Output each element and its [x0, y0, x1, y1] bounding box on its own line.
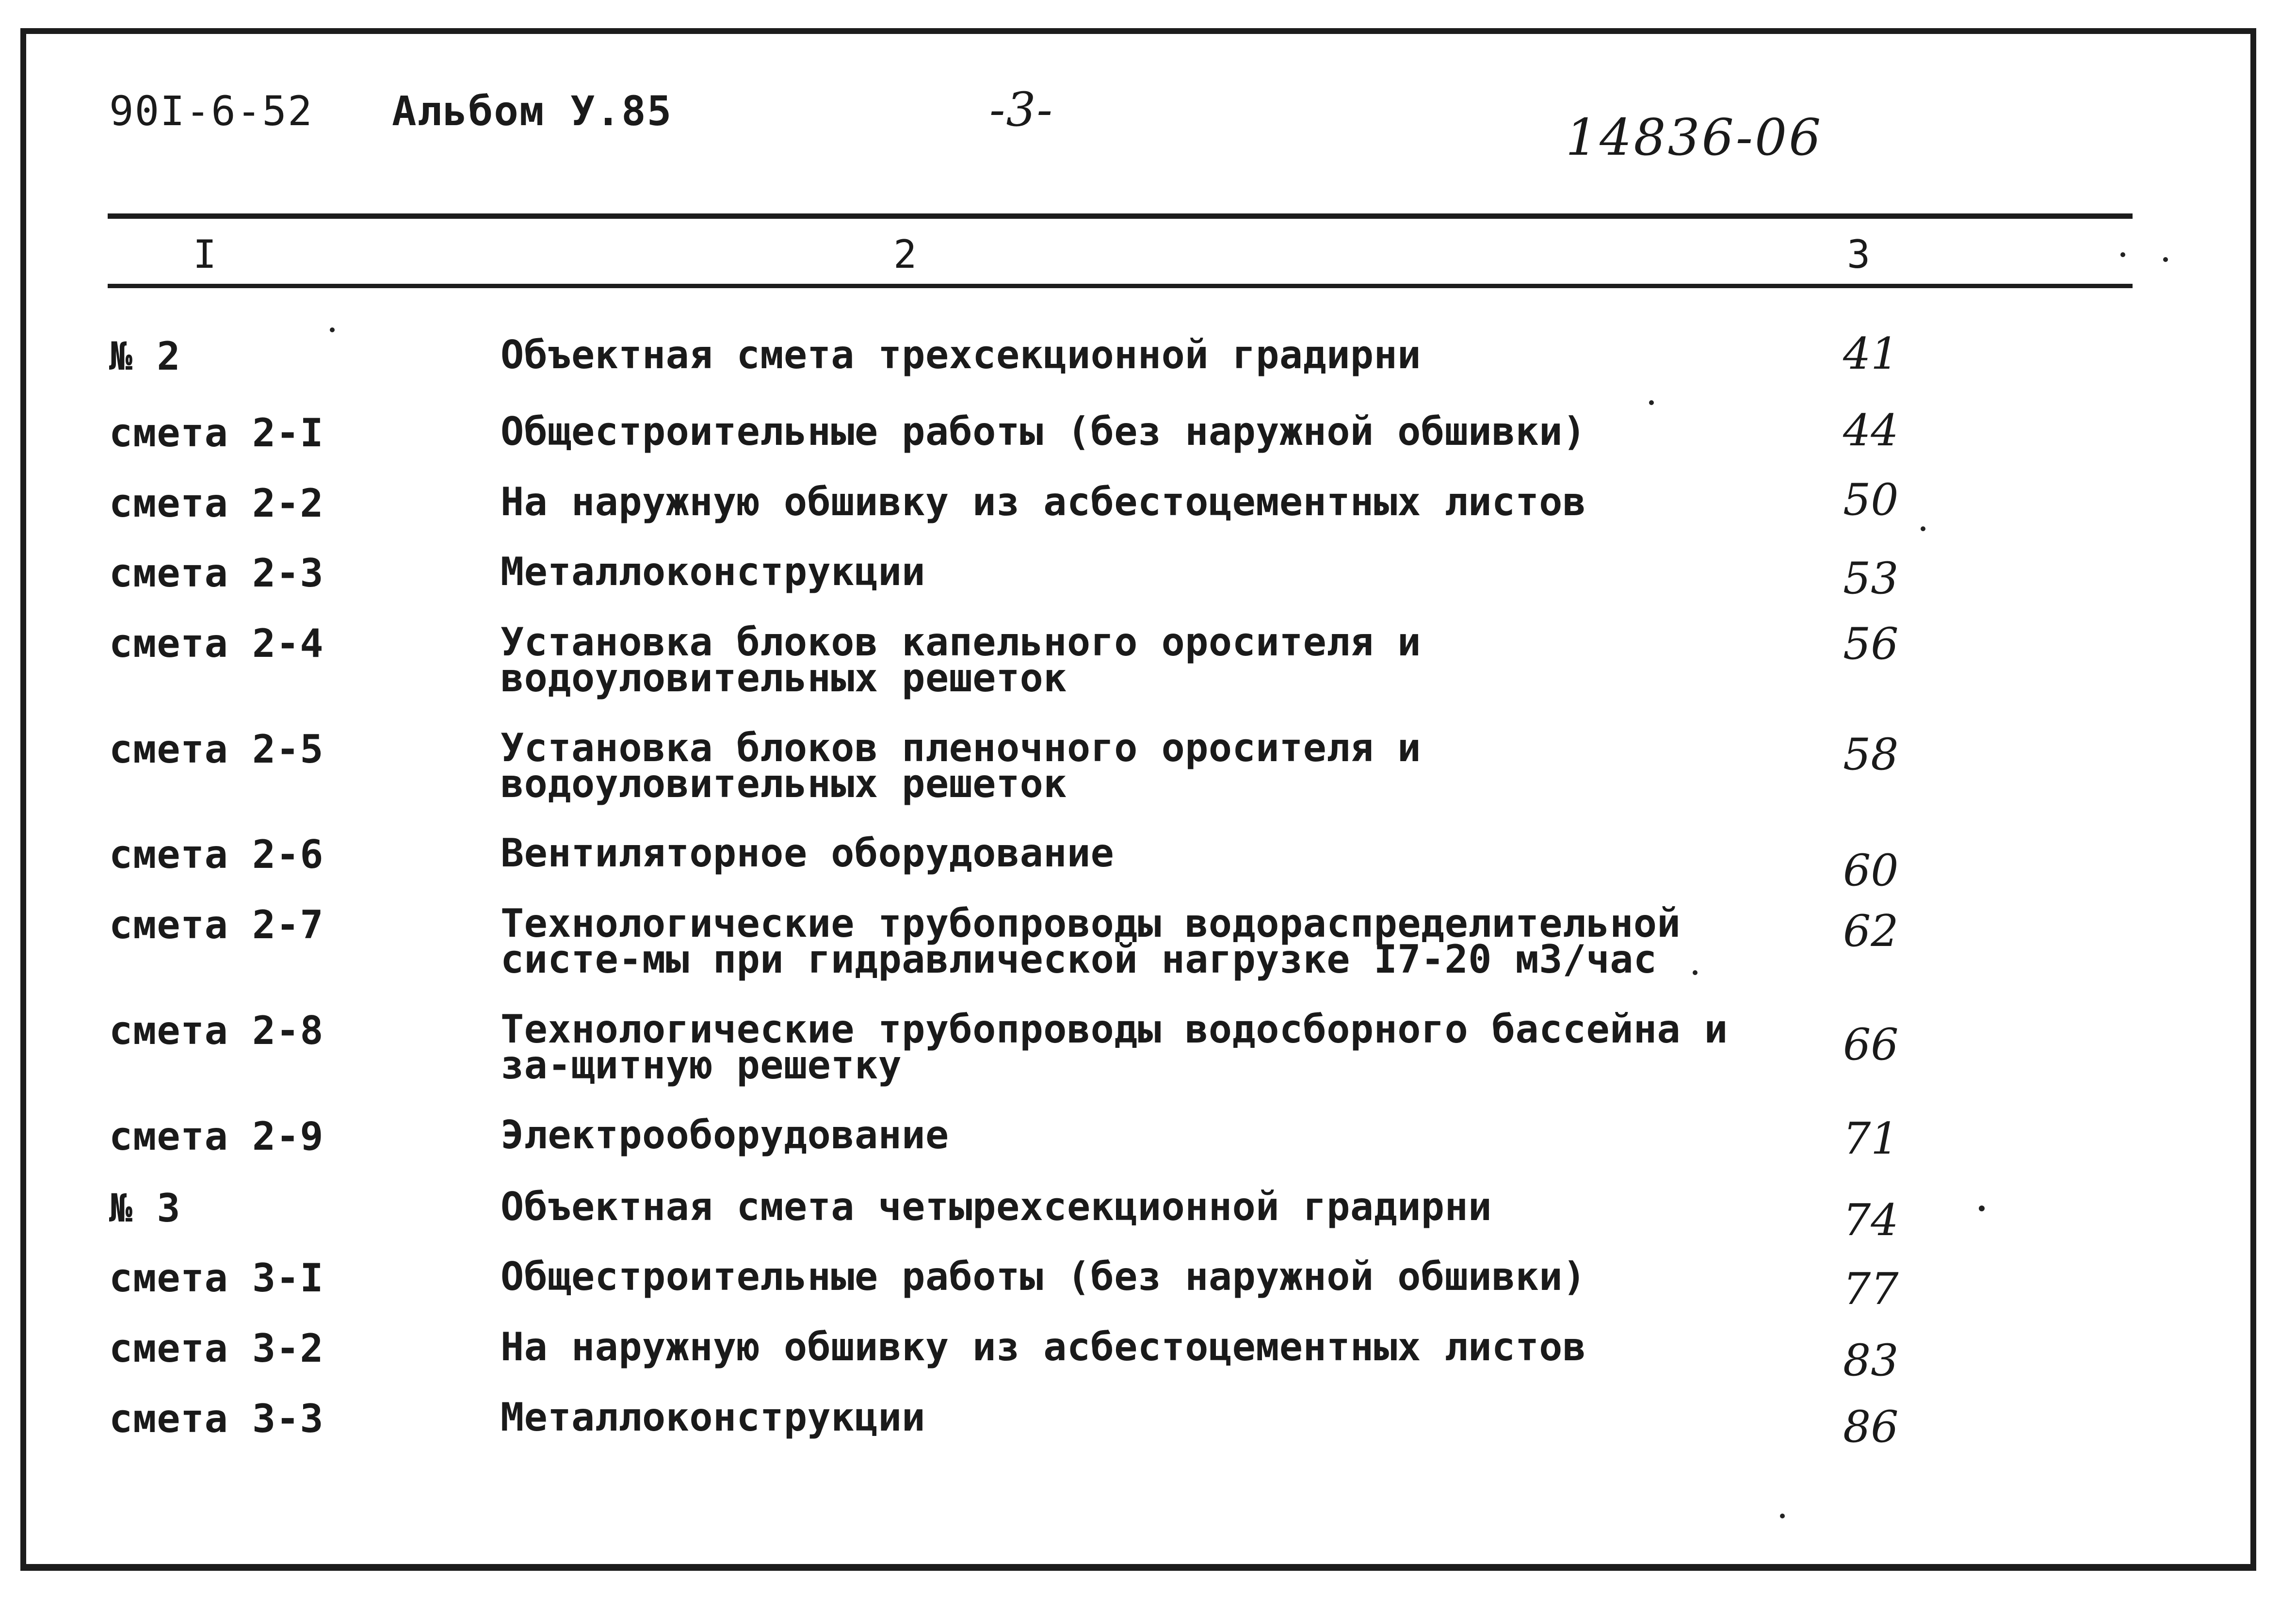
row-title: Объектная смета четырехсекционной градирни [501, 1184, 1492, 1229]
scan-speck [330, 327, 335, 332]
row-title: Технологические трубопроводы водораспределительной систе-мы при гидравлической нагрузке I7-20 м3/час [501, 901, 1681, 982]
row-title: Вентиляторное оборудование [501, 831, 1115, 876]
row-title: Общестроительные работы (без наружной обшивки) [501, 1254, 1586, 1299]
row-page: 77 [1843, 1264, 1899, 1315]
row-title: На наружную обшивку из асбестоцементных листов [501, 1324, 1586, 1369]
column-header-1: I [193, 232, 217, 277]
row-code: смета 2-8 [109, 1008, 324, 1053]
row-page: 83 [1843, 1335, 1899, 1386]
scan-speck [1649, 400, 1654, 405]
row-code: смета 2-9 [109, 1114, 324, 1159]
row-title: Электрооборудование [501, 1112, 949, 1157]
row-title: Металлоконструкции [501, 1395, 925, 1440]
scan-speck [1979, 1206, 1985, 1211]
row-code: смета 2-2 [109, 481, 324, 526]
row-code: смета 2-5 [109, 727, 324, 772]
row-page: 86 [1843, 1401, 1899, 1452]
row-page: 58 [1843, 729, 1899, 780]
row-page: 62 [1843, 906, 1899, 957]
document-code: 90I-6-52 [109, 87, 313, 135]
row-page: 74 [1843, 1195, 1899, 1246]
row-code: смета 3-3 [109, 1396, 324, 1441]
scan-speck [1780, 1514, 1785, 1518]
scan-speck [1921, 526, 1925, 531]
row-page: 44 [1843, 405, 1899, 456]
row-title: На наружную обшивку из асбестоцементных листов [501, 479, 1586, 524]
inventory-number: 14836-06 [1566, 108, 1823, 167]
page-number: -3- [989, 82, 1053, 137]
row-code: смета 2-7 [109, 902, 324, 947]
row-page: 71 [1843, 1113, 1899, 1164]
scan-speck [2120, 252, 2125, 257]
row-code: смета 2-3 [109, 551, 324, 596]
row-code: смета 2-6 [109, 832, 324, 877]
row-code: смета 3-2 [109, 1326, 324, 1371]
row-title: Установка блоков пленочного оросителя и водоуловительных решеток [501, 725, 1421, 806]
row-title: Объектная смета трехсекционной градирни [501, 332, 1421, 377]
row-code: № 2 [109, 334, 181, 379]
row-title: Металлоконструкции [501, 549, 925, 594]
row-title: Установка блоков капельного оросителя и водоуловительных решеток [501, 619, 1421, 701]
row-code: смета 2-4 [109, 621, 324, 666]
row-page: 50 [1843, 474, 1899, 525]
scan-speck [2163, 257, 2168, 262]
row-title: Общестроительные работы (без наружной обшивки) [501, 409, 1586, 454]
column-header-2: 2 [893, 232, 917, 277]
column-header-3: 3 [1847, 232, 1871, 277]
row-code: № 3 [109, 1186, 181, 1231]
row-page: 41 [1843, 328, 1899, 379]
row-title: Технологические трубопроводы водосборного бассейна и за-щитную решетку [501, 1007, 1728, 1088]
row-page: 60 [1843, 845, 1899, 896]
row-page: 56 [1843, 619, 1899, 669]
row-code: смета 3-I [109, 1255, 324, 1301]
album-label: Альбом У.85 [392, 87, 673, 135]
scan-speck [1693, 970, 1698, 975]
row-page: 66 [1843, 1019, 1899, 1070]
row-page: 53 [1843, 553, 1899, 604]
row-code: смета 2-I [109, 410, 324, 456]
